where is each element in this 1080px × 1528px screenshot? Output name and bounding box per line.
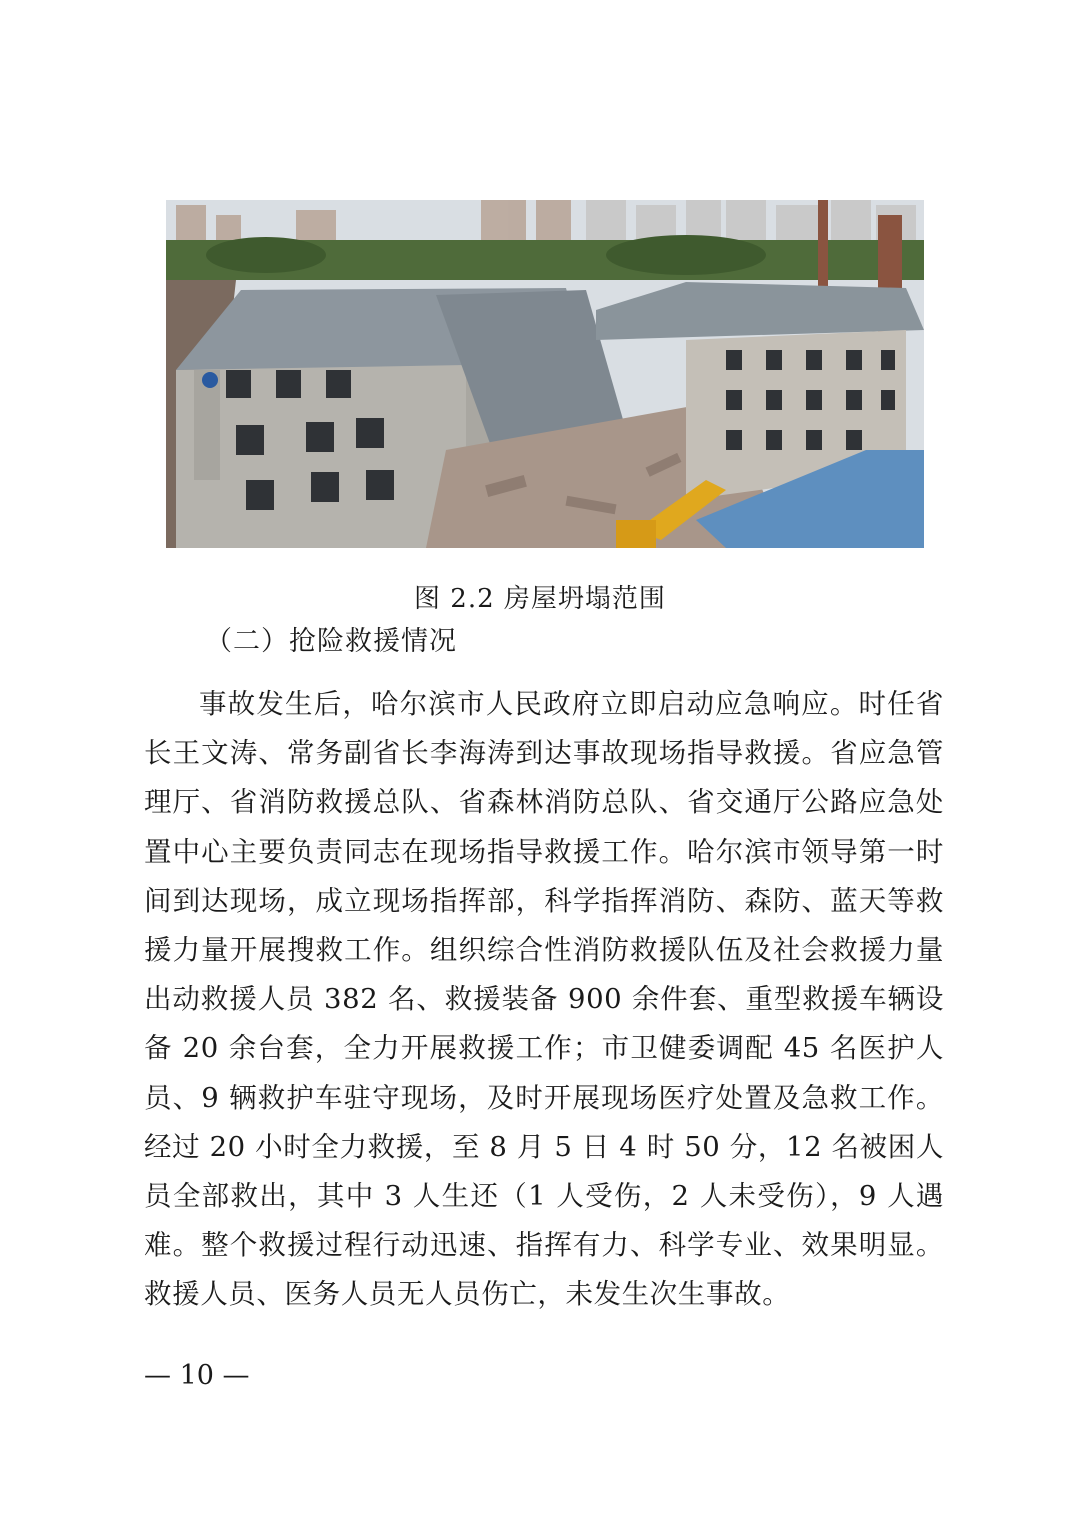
collapse-site-photo: [166, 200, 924, 548]
body-paragraph: 事故发生后，哈尔滨市人民政府立即启动应急响应。时任省长王文涛、常务副省长李海涛到达事故现场指导救援。省应急管理厅、省消防救援总队、省森林消防总队、省交通厅公路应急处置中心主要负责同志在现场指导救援工作。哈尔滨市领导第一时间到达现场，成立现场指挥部，科学指挥消防、森防、蓝天等救援力量开展搜救工作。组织综合性消防救援队伍及社会救援力量出动救援人员 382 名、救援装备 900 余件套、重型救援车辆设备 20 余台套，全力开展救援工作；市卫健委调配 45 名医护人员、9 辆救护车驻守现场，及时开展现场医疗处置及急救工作。经过 20 小时全力救援，至 8 月 5 日 4 时 50 分，12 名被困人员全部救出，其中 3 人生还（1 人受伤，2 人未受伤），9 人遇难。整个救援过程行动迅速、指挥有力、科学专业、效果明显。救援人员、医务人员无人员伤亡，未发生次生事故。: [144, 688, 944, 1311]
collapse-site-illustration: [166, 200, 924, 548]
page-number: — 10 —: [144, 1360, 250, 1391]
figure-caption: 图 2.2 房屋坍塌范围: [414, 584, 666, 614]
section-heading: （二）抢险救援情况: [205, 626, 457, 657]
